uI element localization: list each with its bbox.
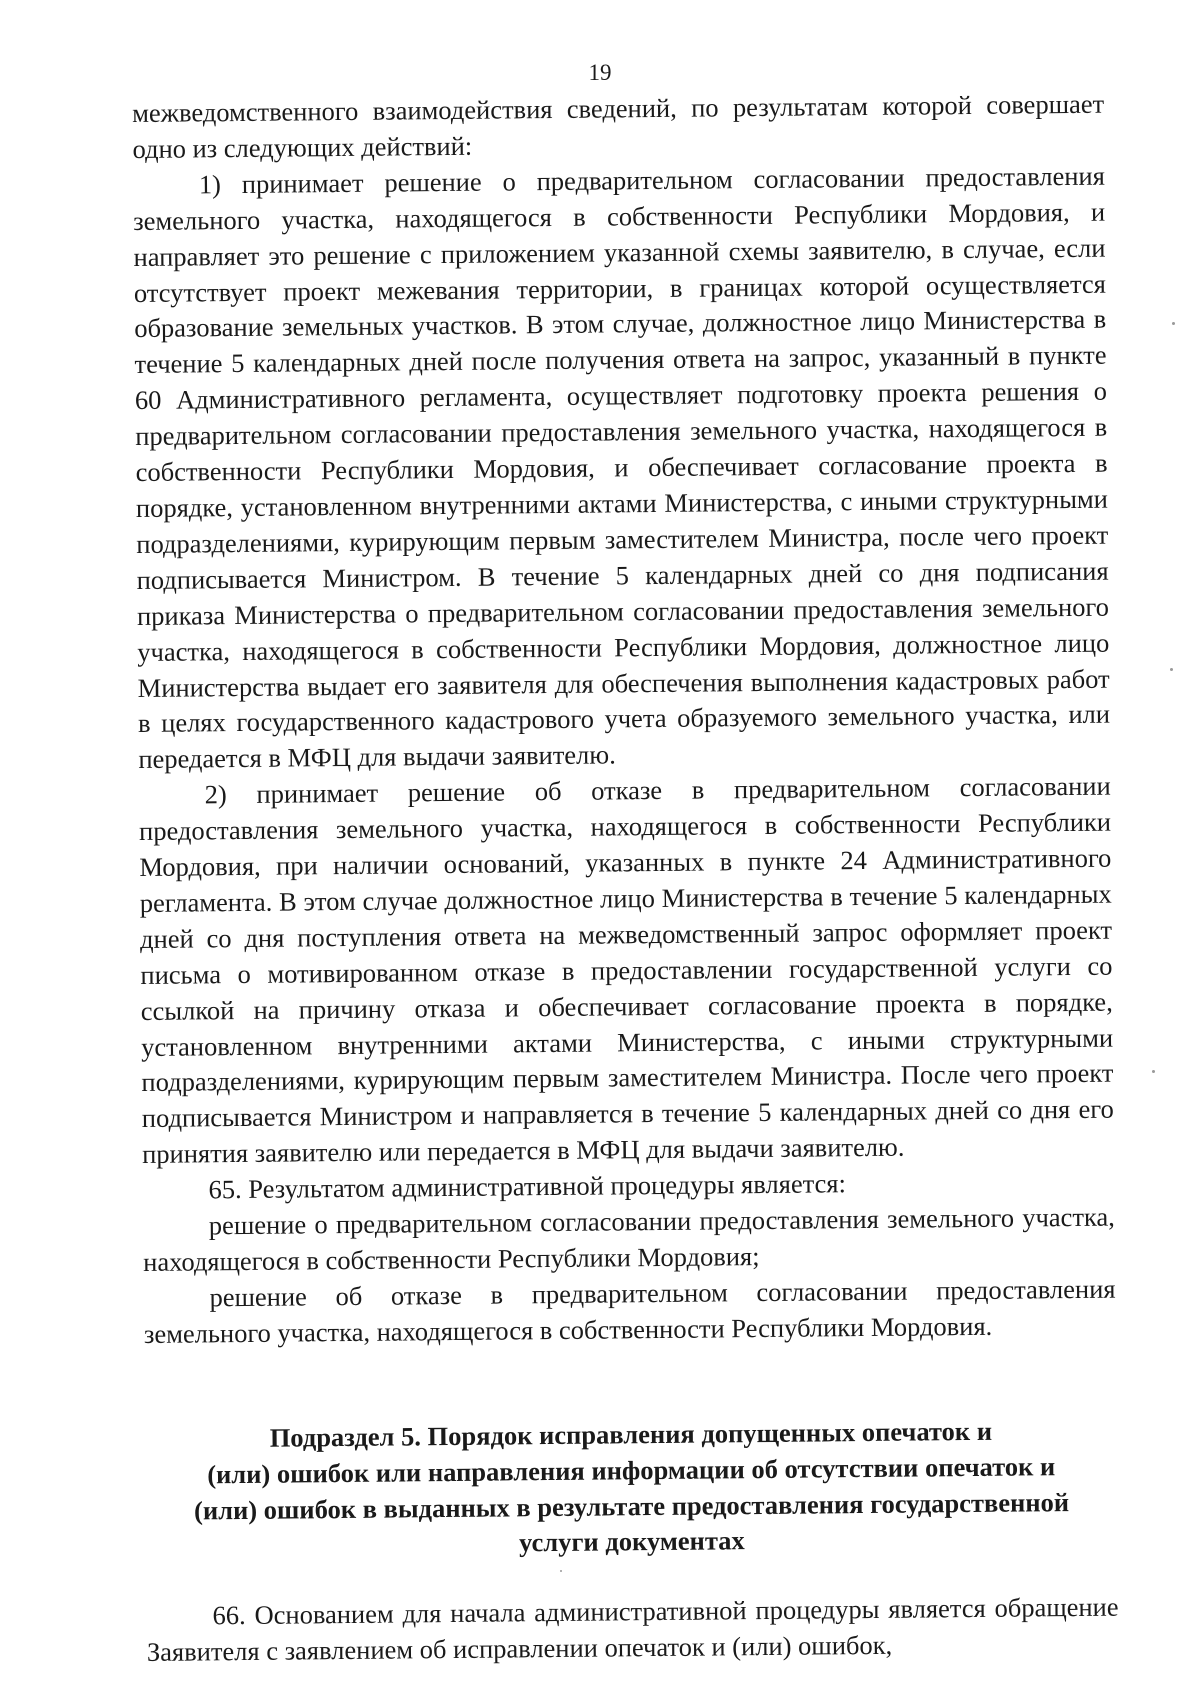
heading-line-4: услуги документах xyxy=(518,1525,745,1558)
heading-line-2: (или) ошибок или направления информации об отсутствии опечаток и xyxy=(207,1450,1056,1489)
heading-line-1: Подраздел 5. Порядок исправления допущенных опечаток и xyxy=(269,1415,993,1453)
paragraph: решение о предварительном согласовании предоставления земельного участка, находящегося в собственности Республики Мордовия; xyxy=(143,1201,1115,1277)
heading-line-3: (или) ошибок в выданных в результате предоставления государственной xyxy=(193,1486,1070,1526)
scan-speck xyxy=(1152,1070,1155,1073)
scan-speck xyxy=(1170,668,1173,671)
page-number: 19 xyxy=(588,60,612,85)
paragraphs-before xyxy=(132,87,1116,1353)
paragraph: 1) принимает решение о предварительном согласовании предоставления земельного участка, находящегося в собственности Республики Мордовия, и направляет это решение с приложением указанной схемы заявителю, в случае, если отсутствует проект межевания территории, в границах которой осуществляется образование земельных участков. В этом случае, должностное лицо Министерства в течение 5 календарных дней после получения ответа на запрос, указанный в пункте 60 Административного регламента, осуществляет подготовку проекта решения о предварительном согласовании предоставления земельного участка, находящегося в собственности Республики Мордовия, и обеспечивает согласование проекта в порядке, установленном внутренними актами Министерства, с иными структурными подразделениями, курирующим первым заместителем Министра, после чего проект подписывается Министром. В течение 5 календарных дней со дня подписания приказа Министерства о предварительном согласовании предоставления земельного участка, находящегося в собственности Республики Мордовия, должностное лицо Министерства выдает его заявителя для обеспечения выполнения кадастровых работ в целях государственного кадастрового учета образуемого земельного участка, или передается в МФЦ для выдачи заявителю. xyxy=(133,160,1111,775)
paragraph: 66. Основанием для начала административной процедуры является обращение Заявителя с заявлением об исправлении опечаток и (или) ошибок, xyxy=(146,1591,1119,1668)
section-heading xyxy=(145,1412,1118,1565)
document-body xyxy=(132,87,1119,1671)
scan-speck xyxy=(1172,322,1175,325)
paragraph: 65. Результатом административной процедуры является: xyxy=(208,1168,846,1205)
paragraph: решение об отказе в предварительном согласовании предоставления земельного участка, находящегося в собственности Республики Мордовия. xyxy=(143,1273,1116,1349)
scan-speck xyxy=(560,1570,562,1572)
paragraphs-after xyxy=(146,1590,1119,1671)
paragraph: 2) принимает решение об отказе в предварительном согласовании предоставления земельного участка, находящегося в собственности Республики Мордовия, при наличии оснований, указанных в пункте 24 Административного регламента. В этом случае должностное лицо Министерства в течение 5 календарных дней со дня поступления ответа на межведомственный запрос оформляет проект письма о мотивированном отказе в предоставлении государственной услуги со ссылкой на причину отказа и обеспечивает согласование проекта в порядке, установленном внутренними актами Министерства, с иными структурными подразделениями, курирующим первым заместителем Министра. После чего проект подписывается Министром и направляется в течение 5 календарных дней со дня его принятия заявителю или передается в МФЦ для выдачи заявителю. xyxy=(138,770,1114,1170)
paragraph: межведомственного взаимодействия сведений, по результатам которой совершает одно из следующих действий: xyxy=(132,88,1105,164)
